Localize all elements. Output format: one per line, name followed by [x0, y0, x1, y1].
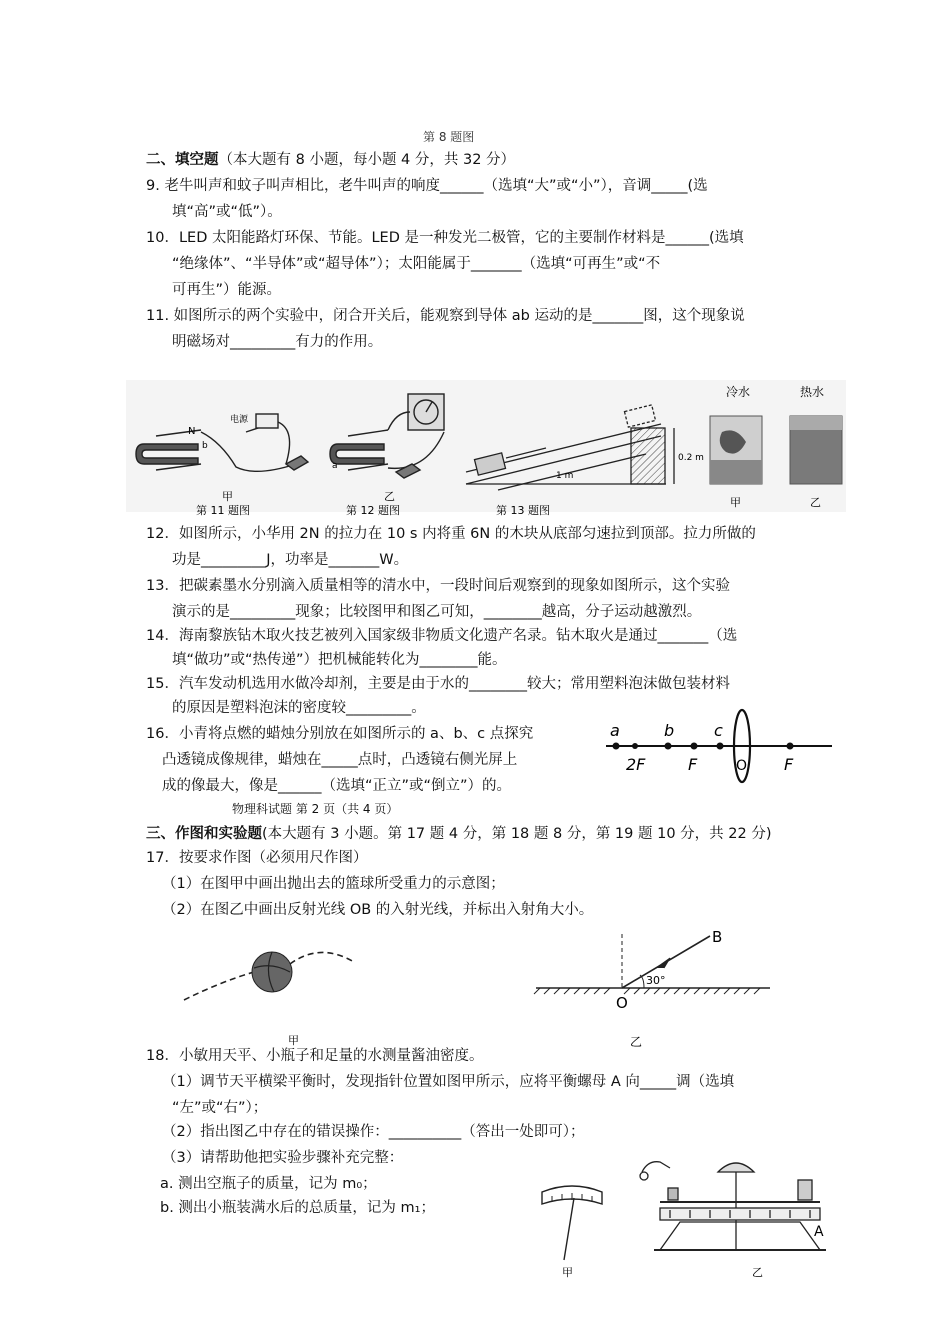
fig11-jia-label: 甲	[222, 490, 233, 503]
fig16-b-label: b	[664, 721, 675, 740]
q10-line1: 10．LED 太阳能路灯环保、节能。LED 是一种发光二极管，它的主要制作材料是______(选填	[146, 230, 744, 246]
q11-line2: 明磁场对_________有力的作用。	[172, 334, 383, 350]
fig18-scale-pointer	[542, 1186, 602, 1260]
fig16-2f-label: 2F	[626, 755, 646, 774]
q12-line2: 功是_________J，功率是_______W。	[172, 552, 409, 568]
fig11-yi-a-label: a	[332, 461, 338, 471]
fig13-caption: 第 13 题图	[496, 504, 550, 517]
fig12-caption: 第 12 题图	[346, 504, 400, 517]
fig18-jia-label: 甲	[562, 1266, 573, 1279]
q13-line1: 13．把碳素墨水分别滴入质量相等的清水中，一段时间后观察到的现象如图所示，这个实验	[146, 578, 730, 594]
fig16-a-label: a	[610, 721, 620, 740]
fig8-caption: 第 8 题图	[423, 130, 475, 144]
q13-line2: 演示的是_________现象；比较图甲和图乙可知，________越高，分子运动越激烈。	[172, 604, 702, 620]
fig11-n-label: N	[188, 426, 196, 437]
fig11-caption: 第 11 题图	[196, 504, 250, 517]
q17-line2: （1）在图甲中画出抛出去的篮球所受重力的示意图；	[162, 876, 505, 892]
q18-step-b: b. 测出小瓶装满水后的总质量，记为 m₁；	[160, 1200, 435, 1216]
fig18-yi-label: 乙	[752, 1266, 763, 1279]
beaker-hot-label: 热水	[800, 385, 825, 399]
q18-line2: （1）调节天平横梁平衡时，发现指针位置如图甲所示，应将平衡螺母 A 向_____调（选填	[162, 1074, 735, 1090]
q18-line3: “左”或“右”）；	[172, 1100, 268, 1116]
q16-line2: 凸透镜成像规律，蜡烛在_____点时，凸透镜右侧光屏上	[162, 752, 518, 768]
beaker-yi-label: 乙	[810, 496, 821, 509]
fig11-power-label: 电源	[230, 415, 249, 425]
q17-line1: 17．按要求作图（必须用尺作图）	[146, 850, 368, 866]
q14-line1: 14．海南黎族钻木取火技艺被列入国家级非物质文化遗产名录。钻木取火是通过_______（选	[146, 628, 738, 644]
fig16-lens-diagram	[600, 706, 840, 796]
beaker-cold	[710, 416, 762, 484]
q11-line1: 11. 如图所示的两个实验中，闭合开关后，能观察到导体 ab 运动的是_______图，这个现象说	[146, 308, 745, 324]
q12-line1: 12．如图所示，小华用 2N 的拉力在 10 s 内将重 6N 的木块从底部匀速拉到顶部。拉力所做的	[146, 526, 756, 542]
q14-line2: 填“做功”或“热传递”）把机械能转化为________能。	[172, 652, 507, 668]
fig17-angle-label: 30°	[646, 974, 666, 987]
q18-step-a: a. 测出空瓶子的质量，记为 m₀；	[160, 1176, 377, 1192]
q18-line4: （2）指出图乙中存在的错误操作：__________（答出一处即可）；	[162, 1124, 585, 1140]
figures-row-11-13	[126, 372, 846, 520]
beaker-cold-label: 冷水	[726, 385, 751, 399]
q18-line5: （3）请帮助他把实验步骤补充完整：	[162, 1150, 404, 1166]
fig16-c-label: c	[714, 721, 723, 740]
fig17-jia-label: 甲	[288, 1034, 299, 1047]
q10-line3: 可再生”）能源。	[172, 282, 282, 298]
fig11-b-label: b	[202, 441, 208, 451]
section3-note: (本大题有 3 小题。第 17 题 4 分，第 18 题 8 分，第 19 题 10 分，共 22 分)	[262, 826, 772, 842]
page-footer: 物理科试题 第 2 页（共 4 页）	[232, 802, 399, 816]
q9-line2: 填“高”或“低”）。	[172, 204, 282, 220]
fig11-yi-label: 乙	[384, 490, 395, 503]
fig16-o-label: O	[736, 758, 748, 774]
section2-title: 二、填空题	[146, 152, 219, 168]
fig17-diagrams	[170, 928, 780, 1050]
q18-line1: 18．小敏用天平、小瓶子和足量的水测量酱油密度。	[146, 1048, 484, 1064]
section3-title: 三、作图和实验题	[146, 826, 262, 842]
fig17-o-label: O	[616, 994, 628, 1012]
fig18-a-label: A	[814, 1224, 824, 1240]
fig18-diagrams	[530, 1150, 830, 1282]
fig12-height-label: 0.2 m	[678, 453, 704, 463]
beaker-jia-label: 甲	[730, 496, 741, 509]
section2-heading	[146, 150, 515, 170]
fig17-yi-label: 乙	[630, 1035, 643, 1049]
q9-line1: 9. 老牛叫声和蚊子叫声相比，老牛叫声的响度______（选填“大”或“小”），音调_____(选	[146, 178, 708, 194]
q17-line3: （2）在图乙中画出反射光线 OB 的入射光线，并标出入射角大小。	[162, 902, 594, 918]
q16-line1: 16．小青将点燃的蜡烛分别放在如图所示的 a、b、c 点探究	[146, 726, 534, 742]
beaker-hot	[790, 416, 842, 484]
fig16-f2-label: F	[784, 755, 794, 774]
fig12-length-label: 1 m	[556, 471, 574, 481]
q16-line3: 成的像最大，像是______（选填“正立”或“倒立”）的。	[162, 778, 512, 794]
q10-line2: “绝缘体”、“半导体”或“超导体”）；太阳能属于_______（选填“可再生”或“不	[172, 256, 661, 272]
q15-line1: 15．汽车发动机选用水做冷却剂，主要是由于水的________较大；常用塑料泡沫做包装材料	[146, 676, 730, 692]
q15-line2: 的原因是塑料泡沫的密度较_________。	[172, 700, 426, 716]
section3-heading	[146, 824, 772, 844]
section2-note: （本大题有 8 小题，每小题 4 分，共 32 分）	[218, 152, 516, 168]
fig17-b-label: B	[712, 928, 723, 946]
fig18-balance	[640, 1162, 826, 1250]
fig16-f1-label: F	[688, 755, 698, 774]
fig17-basketball	[184, 952, 354, 1000]
